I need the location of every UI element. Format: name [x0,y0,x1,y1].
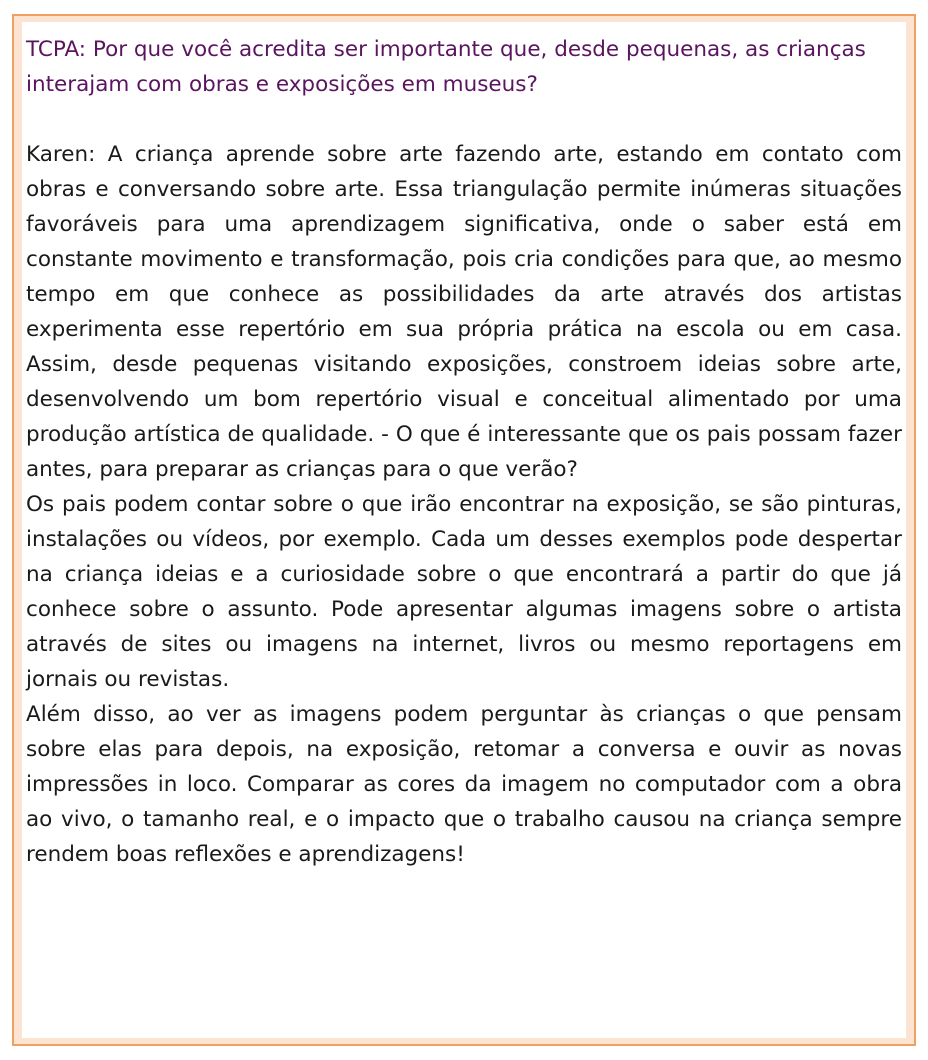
answer-paragraph-1: Karen: A criança aprende sobre arte fazendo arte, estando em contato com obras e conversando sobre arte. Essa triangulação permite inúmeras situações favoráveis para uma aprendizagem significativa, onde o saber está em constante movimento e transformação, pois cria condições para que, ao mesmo tempo em que conhece as possibilidades da arte através dos artistas experimenta esse repertório em sua própria prática na escola ou em casa. Assim, desde pequenas visitando exposições, constroem ideias sobre arte, desenvolvendo um bom repertório visual e conceitual alimentado por uma produção artística de qualidade. - O que é interessante que os pais possam fazer antes, para preparar as crianças para o que verão? [26,142,902,482]
interview-answer [26,137,902,872]
interview-question: TCPA: Por que você acredita ser importante que, desde pequenas, as crianças interajam com obras e exposições em museus? [26,37,866,97]
interview-content [22,22,906,1038]
answer-paragraph-2: Os pais podem contar sobre o que irão encontrar na exposição, se são pinturas, instalações ou vídeos, por exemplo. Cada um desses exemplos pode despertar na criança ideias e a curiosidade sobre o que encontrará a partir do que já conhece sobre o assunto. Pode apresentar algumas imagens sobre o artista através de sites ou imagens na internet, livros ou mesmo reportagens em jornais ou revistas. [26,492,902,692]
answer-paragraph-3: Além disso, ao ver as imagens podem perguntar às crianças o que pensam sobre elas para depois, na exposição, retomar a conversa e ouvir as novas impressões in loco. Comparar as cores da imagem no computador com a obra ao vivo, o tamanho real, e o impacto que o trabalho causou na criança sempre rendem boas reflexões e aprendizagens! [26,702,902,867]
interview-box [12,14,916,1046]
